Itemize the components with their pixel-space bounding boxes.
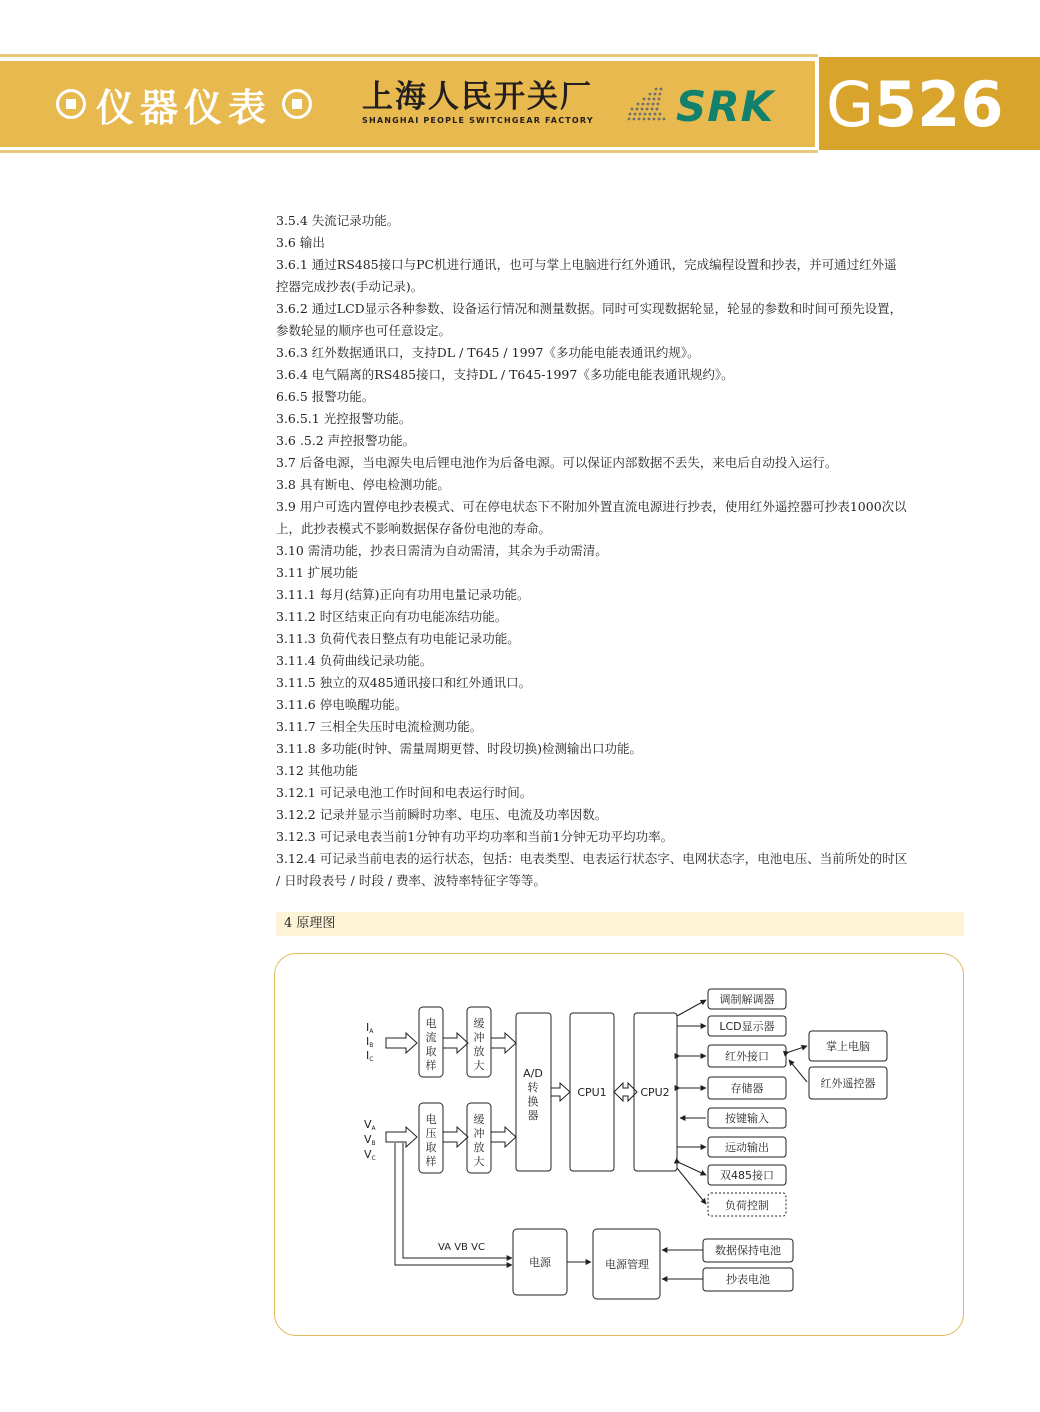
buffer-amp-char: 放 — [473, 1141, 485, 1154]
hollow-arrow — [491, 1033, 516, 1053]
text-line: 3.11.8 多功能(时钟、需量周期更替、时段切换)检测输出口功能。 — [276, 741, 642, 756]
input-ib: IB — [366, 1035, 374, 1049]
input-ic: IC — [366, 1049, 374, 1063]
text-line: 3.11.6 停电唤醒功能。 — [276, 697, 408, 712]
text-line: 3.11.7 三相全失压时电流检测功能。 — [276, 719, 483, 734]
buffer-amp-char: 放 — [473, 1045, 485, 1058]
text-line: 上，此抄表模式不影响数据保存备份电池的寿命。 — [276, 521, 552, 536]
memory-label: 存储器 — [730, 1082, 764, 1095]
section-heading: 4 原理图 — [276, 912, 964, 936]
voltage-sampling-char: 取 — [425, 1141, 437, 1154]
data-battery-label: 数据保持电池 — [715, 1244, 781, 1257]
text-line: 3.10 需清功能，抄表日需清为自动需清，其余为手动需清。 — [276, 543, 608, 558]
text-line: 参数轮显的顺序也可任意设定。 — [276, 323, 452, 338]
text-line: 控器完成抄表(手动记录)。 — [276, 279, 424, 294]
current-sampling-char: 流 — [425, 1031, 437, 1044]
text-line: / 日时段表号 / 时段 / 费率、波特率特征字等等。 — [276, 873, 547, 888]
hollow-arrow — [551, 1083, 570, 1101]
category-label: 仪器仪表 — [96, 85, 273, 130]
text-line: 3.11.1 每月(结算)正向有功用电量记录功能。 — [276, 587, 530, 602]
input-vb: VB — [364, 1133, 376, 1147]
text-line: 3.6 输出 — [276, 235, 325, 250]
text-line: 3.6.5.1 光控报警功能。 — [276, 411, 412, 426]
current-sampling-char: 样 — [425, 1059, 437, 1072]
load-control-label: 负荷控制 — [725, 1199, 769, 1212]
ir-port-label: 红外接口 — [725, 1050, 769, 1063]
text-line: 6.6.5 报警功能。 — [276, 389, 375, 404]
text-line: 3.11.5 独立的双485通讯接口和红外通讯口。 — [276, 675, 532, 690]
text-line: 3.12.3 可记录电表当前1分钟有功平均功率和当前1分钟无功平均功率。 — [276, 829, 674, 844]
text-line: 3.11.3 负荷代表日整点有功电能记录功能。 — [276, 631, 520, 646]
rs485-label: 双485接口 — [720, 1169, 774, 1182]
text-line: 3.6.2 通过LCD显示各种参数、设备运行情况和测量数据。同时可实现数据轮显，轮显的参数和时间可预先设置， — [276, 301, 903, 316]
read-battery-label: 抄表电池 — [726, 1273, 770, 1286]
current-sampling-char: 电 — [425, 1017, 437, 1030]
text-line: 3.5.4 失流记录功能。 — [276, 213, 400, 228]
voltage-sampling-char: 样 — [425, 1155, 437, 1168]
text-line: 3.11 扩展功能 — [276, 565, 358, 580]
cpu1-label: CPU1 — [577, 1086, 607, 1099]
buffer-amp-char: 大 — [473, 1155, 485, 1168]
adc-label: A/D — [523, 1067, 543, 1080]
hollow-arrow — [386, 1127, 417, 1147]
text-line: 3.12.1 可记录电池工作时间和电表运行时间。 — [276, 785, 533, 800]
cpu2-label: CPU2 — [640, 1086, 670, 1099]
voltage-sampling-char: 电 — [425, 1113, 437, 1126]
keypad-label: 按键输入 — [725, 1112, 769, 1125]
text-line: 3.6.3 红外数据通讯口，支持DL / T645 / 1997《多功能电能表通讯约规》。 — [276, 345, 700, 360]
company-name-en: SHANGHAI PEOPLE SWITCHGEAR FACTORY — [362, 116, 594, 125]
text-line: 3.12 其他功能 — [276, 763, 358, 778]
text-line: 3.6 .5.2 声控报警功能。 — [276, 433, 416, 448]
current-sampling-char: 取 — [425, 1045, 437, 1058]
lcd-label: LCD显示器 — [719, 1020, 775, 1033]
brand-logo: SRK — [676, 82, 775, 131]
text-line: 3.11.4 负荷曲线记录功能。 — [276, 653, 433, 668]
text-line: 3.6.4 电气隔离的RS485接口，支持DL / T645-1997《多功能电能表通讯规约》。 — [276, 367, 734, 382]
text-line: 3.7 后备电源，当电源失电后锂电池作为后备电源。可以保证内部数据不丢失，来电后自动投入运行。 — [276, 455, 838, 470]
hollow-arrow — [443, 1127, 468, 1147]
power-label: 电源 — [529, 1256, 551, 1269]
pda-label: 掌上电脑 — [826, 1040, 870, 1053]
model-digits: 526 — [874, 68, 1004, 141]
hollow-arrow — [386, 1033, 417, 1053]
voltage-sampling-char: 压 — [425, 1127, 437, 1140]
text-line: 3.12.2 记录并显示当前瞬时功率、电压、电流及功率因数。 — [276, 807, 608, 822]
company-name-cn: 上海人民开关厂 — [362, 79, 593, 115]
remote-output-label: 远动输出 — [725, 1141, 769, 1154]
adc-char: 器 — [527, 1109, 539, 1122]
text-line: 3.6.1 通过RS485接口与PC机进行通讯，也可与掌上电脑进行红外通讯，完成编程设置和抄表，并可通过红外遥 — [276, 257, 897, 272]
buffer-amp-char: 冲 — [473, 1127, 485, 1140]
input-vc: VC — [364, 1148, 376, 1162]
buffer-amp-char: 缓 — [473, 1017, 485, 1030]
input-va: VA — [364, 1118, 376, 1132]
text-line: 3.11.2 时区结束正向有功电能冻结功能。 — [276, 609, 508, 624]
buffer-amp-char: 大 — [473, 1059, 485, 1072]
power-input-label: VA VB VC — [438, 1242, 485, 1253]
hollow-arrow — [443, 1033, 468, 1053]
buffer-amp-char: 冲 — [473, 1031, 485, 1044]
power-mgmt-label: 电源管理 — [605, 1258, 649, 1271]
model-letter: G — [826, 68, 875, 141]
modem-label: 调制解调器 — [719, 993, 775, 1006]
adc-char: 换 — [527, 1095, 539, 1108]
hollow-arrow — [491, 1127, 516, 1147]
input-ia: IA — [366, 1021, 374, 1035]
adc-char: 转 — [527, 1081, 539, 1094]
ir-remote-label: 红外遥控器 — [820, 1077, 876, 1090]
text-line: 3.9 用户可选内置停电抄表模式、可在停电状态下不附加外置直流电源进行抄表，使用红外遥控器可抄表1000次以 — [276, 499, 907, 514]
text-line: 3.12.4 可记录当前电表的运行状态，包括：电表类型、电表运行状态字、电网状态字，电池电压、当前所处的时区 — [276, 851, 908, 866]
buffer-amp-char: 缓 — [473, 1113, 485, 1126]
text-line: 3.8 具有断电、停电检测功能。 — [276, 477, 450, 492]
